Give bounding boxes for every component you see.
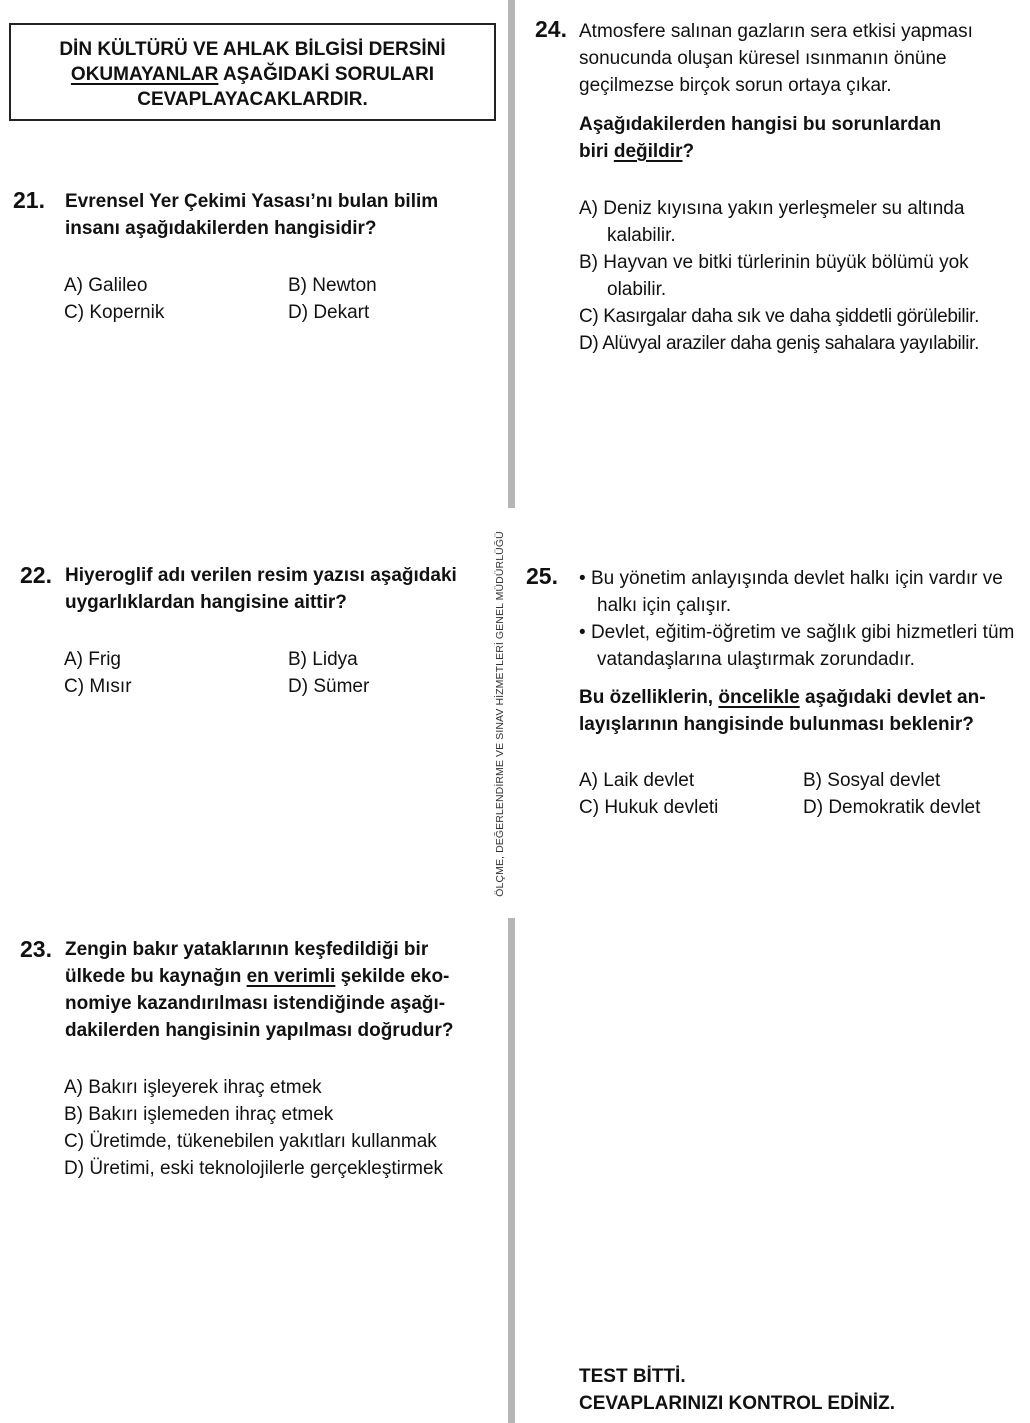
question-22-option-c[interactable]: C) Mısır bbox=[64, 676, 132, 697]
question-25-stem: Bu özelliklerin, öncelikle aşağıdaki devlet an- layışlarının hangisinde bulunması beklenir? bbox=[579, 687, 986, 735]
question-25-bullet-2: • Devlet, eğitim-öğretim ve sağlık gibi hizmetleri tüm vatandaşlarına ulaştırmak zorundadır. bbox=[579, 622, 1015, 670]
question-22-option-a[interactable]: A) Frig bbox=[64, 649, 121, 670]
question-23-option-c[interactable]: C) Üretimde, tükenebilen yakıtları kullanmak bbox=[64, 1131, 437, 1152]
question-21-option-b[interactable]: B) Newton bbox=[288, 275, 377, 296]
question-21-option-c[interactable]: C) Kopernik bbox=[64, 302, 165, 323]
question-24-option-b[interactable]: B) Hayvan ve bitki türlerinin büyük bölümü yok olabilir. bbox=[579, 252, 969, 300]
question-23-option-d[interactable]: D) Üretimi, eski teknolojilerle gerçekleştirmek bbox=[64, 1158, 444, 1179]
question-25-option-c[interactable]: C) Hukuk devleti bbox=[579, 797, 719, 818]
question-25-option-b[interactable]: B) Sosyal devlet bbox=[803, 770, 941, 791]
notice-line-2-rest: AŞAĞIDAKİ SORULARI bbox=[218, 64, 435, 85]
question-24-passage: Atmosfere salınan gazların sera etkisi yapması sonucunda oluşan küresel ısınmanın önüne geçilmezse birçok sorun ortaya çıkar. bbox=[579, 21, 973, 96]
question-21-stem: Evrensel Yer Çekimi Yasası’nı bulan bilim insanı aşağıdakilerden hangisidir? bbox=[65, 191, 439, 239]
question-21-number: 21. bbox=[13, 187, 45, 213]
question-24-emphasis: değildir bbox=[613, 141, 683, 162]
question-25-emphasis: öncelikle bbox=[718, 687, 800, 708]
question-21-option-d[interactable]: D) Dekart bbox=[288, 302, 370, 323]
question-22-stem: Hiyeroglif adı verilen resim yazısı aşağıdaki uygarlıklardan hangisine aittir? bbox=[65, 565, 457, 613]
question-23-stem: Zengin bakır yataklarının keşfedildiği bir ülkede bu kaynağın en verimli şekilde eko- nomiye kazandırılması istendiğinde aşağı- dakilerden hangisinin yapılması doğrudur? bbox=[65, 939, 454, 1041]
question-23-option-a[interactable]: A) Bakırı işleyerek ihraç etmek bbox=[64, 1077, 322, 1098]
column-divider-bottom bbox=[508, 918, 515, 1423]
question-25-bullet-1: • Bu yönetim anlayışında devlet halkı için vardır ve halkı için çalışır. bbox=[579, 568, 1003, 616]
question-22-number: 22. bbox=[20, 562, 52, 588]
question-24-options bbox=[579, 195, 1019, 357]
notice-underlined-word: OKUMAYANLAR bbox=[70, 64, 219, 85]
question-21-option-a[interactable]: A) Galileo bbox=[64, 275, 148, 296]
question-25-number: 25. bbox=[526, 563, 558, 589]
question-24-stem: Aşağıdakilerden hangisi bu sorunlardan biri değildir? bbox=[579, 114, 942, 162]
notice-box bbox=[9, 23, 496, 121]
bullet-icon: • bbox=[579, 622, 591, 643]
question-22-option-b[interactable]: B) Lidya bbox=[288, 649, 358, 670]
bullet-icon: • bbox=[579, 568, 591, 589]
question-24-option-c[interactable]: C) Kasırgalar daha sık ve daha şiddetli görülebilir. bbox=[579, 306, 980, 327]
notice-line-1: DİN KÜLTÜRÜ VE AHLAK BİLGİSİ DERSİNİ bbox=[59, 39, 446, 60]
question-23-emphasis: en verimli bbox=[246, 966, 336, 987]
question-23-options bbox=[64, 1074, 443, 1182]
test-end-line-2: CEVAPLARINIZI KONTROL EDİNİZ. bbox=[579, 1393, 895, 1414]
question-25-bullets bbox=[579, 565, 1019, 673]
column-divider-top bbox=[508, 0, 515, 508]
question-25-option-d[interactable]: D) Demokratik devlet bbox=[803, 797, 981, 818]
question-23-option-b[interactable]: B) Bakırı işlemeden ihraç etmek bbox=[64, 1104, 334, 1125]
notice-line-2 bbox=[11, 62, 494, 87]
question-24-option-a[interactable]: A) Deniz kıyısına yakın yerleşmeler su altında kalabilir. bbox=[579, 198, 965, 246]
question-24-option-d[interactable]: D) Alüvyal araziler daha geniş sahalara yayılabilir. bbox=[579, 333, 980, 354]
test-end-notice bbox=[579, 1363, 895, 1417]
question-23-number: 23. bbox=[20, 936, 52, 962]
notice-line-3: CEVAPLAYACAKLARDIR. bbox=[137, 89, 368, 110]
test-end-line-1: TEST BİTTİ. bbox=[579, 1366, 686, 1387]
question-25-option-a[interactable]: A) Laik devlet bbox=[579, 770, 695, 791]
question-24-number: 24. bbox=[535, 16, 567, 42]
question-22-option-d[interactable]: D) Sümer bbox=[288, 676, 370, 697]
